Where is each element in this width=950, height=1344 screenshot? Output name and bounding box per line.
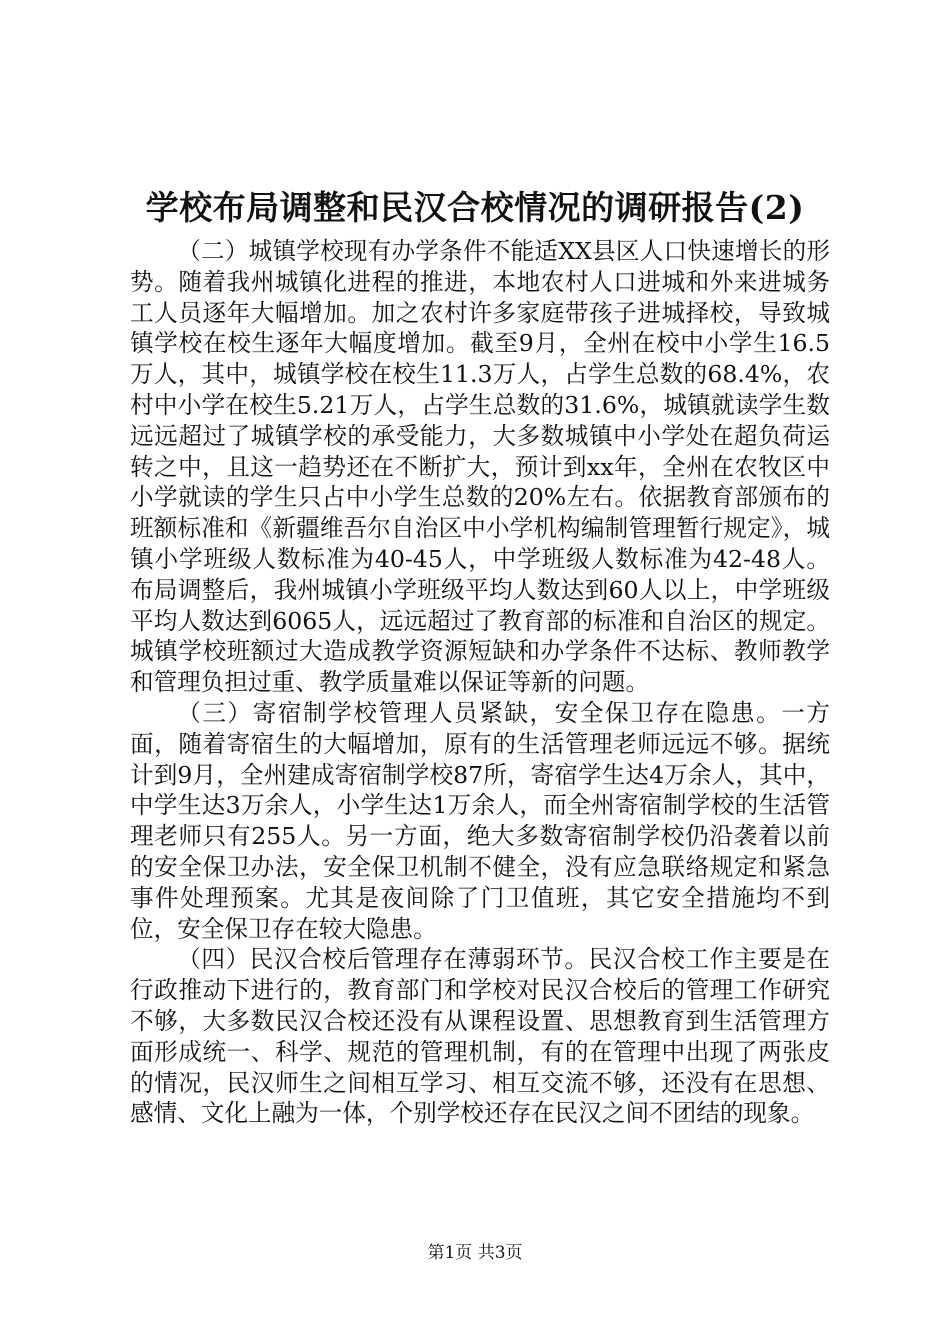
document-body (130, 236, 830, 1129)
document-title: 学校布局调整和民汉合校情况的调研报告(2) (145, 188, 805, 227)
paragraph-section-2: （二）城镇学校现有办学条件不能适XX县区人口快速增长的形势。随着我州城镇化进程的推进，本地农村人口进城和外来进城务工人员逐年大幅增加。加之农村许多家庭带孩子进城择校，导致城镇学校在校生逐年大幅度增加。截至9月，全州在校中小学生16.5万人，其中，城镇学校在校生11.3万人，占学生总数的68.4%，农村中小学在校生5.21万人，占学生总数的31.6%，城镇就读学生数远远超过了城镇学校的承受能力，大多数城镇中小学处在超负荷运转之中，且这一趋势还在不断扩大，预计到xx年，全州在农牧区中小学就读的学生只占中小学生总数的20%左右。依据教育部颁布的班额标准和《新疆维吾尔自治区中小学机构编制管理暂行规定》，城镇小学班级人数标准为40-45人，中学班级人数标准为42-48人。布局调整后，我州城镇小学班级平均人数达到60人以上，中学班级平均人数达到6065人，远远超过了教育部的标准和自治区的规定。城镇学校班额过大造成教学资源短缺和办学条件不达标、教师教学和管理负担过重、教学质量难以保证等新的问题。 (130, 237, 830, 697)
paragraph-section-3: （三）寄宿制学校管理人员紧缺，安全保卫存在隐患。一方面，随着寄宿生的大幅增加，原有的生活管理老师远远不够。据统计到9月，全州建成寄宿制学校87所，寄宿学生达4万余人，其中，中学生达3万余人，小学生达1万余人，而全州寄宿制学校的生活管理老师只有255人。另一方面，绝大多数寄宿制学校仍沿袭着以前的安全保卫办法，安全保卫机制不健全，没有应急联络规定和紧急事件处理预案。尤其是夜间除了门卫值班，其它安全措施均不到位，安全保卫存在较大隐患。 (130, 698, 830, 943)
page-number-footer: 第1页 共3页 (427, 1243, 523, 1263)
paragraph-section-4: （四）民汉合校后管理存在薄弱环节。民汉合校工作主要是在行政推动下进行的，教育部门和学校对民汉合校后的管理工作研究不够，大多数民汉合校还没有从课程设置、思想教育到生活管理方面形成统一、科学、规范的管理机制，有的在管理中出现了两张皮的情况，民汉师生之间相互学习、相互交流不够，还没有在思想、感情、文化上融为一体，个别学校还存在民汉之间不团结的现象。 (130, 945, 830, 1128)
